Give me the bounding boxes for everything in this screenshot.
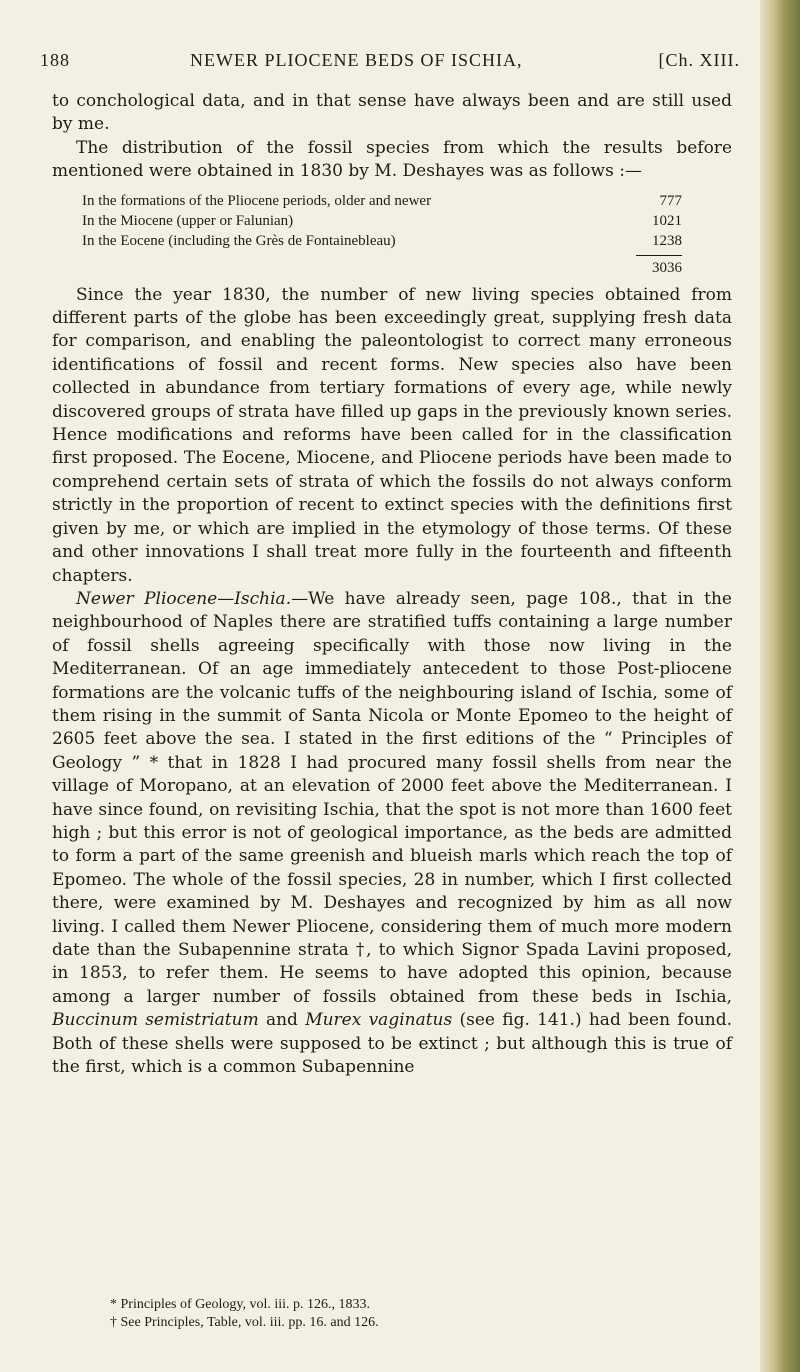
conjunction: and [258, 1010, 306, 1031]
species-distribution-table [82, 191, 682, 278]
paragraph-text: —We have already seen, page 108., that in the neighbourhood of Naples there are stratified tuffs containing a large number of fossil shells agreeing specifically with those now living in the Mediterranean. Of an age immediately antecedent to those Post-pliocene formations are the volcanic tuffs of the neighbouring island of Ischia, some of them rising in the summit of Santa Nicola or Monte Epomeo to the height of 2605 feet above the sea. I stated in the first editions of the “ Principles of Geology ” * that in 1828 I had procured many fossil shells from near the village of Moropano, at an elevation of 2000 feet above the Mediterranean. I have since found, on revisiting Ischia, that the spot is not more than 1600 feet high ; but this error is not of geological importance, as the beds are admitted to form a part of the same greenish and blueish marls which reach the top of Epomeo. The whole of the fossil species, 28 in number, which I first collected there, were examined by M. Deshayes and recognized by him as all now living. I called them Newer Pliocene, considering them of much more modern date than the Subapennine strata †, to which Signor Spada Lavini proposed, in 1853, to refer them. He seems to have adopted this opinion, because among a larger number of fossils obtained from these beds in Ischia, [52, 588, 732, 1007]
row-label: In the Eocene (including the Grès de Fontainebleau) [82, 232, 396, 249]
row-value: 1238 [652, 232, 682, 249]
sum-rule [636, 255, 682, 256]
page-number: 188 [40, 50, 70, 70]
table-row [82, 211, 682, 231]
footnote: † See Principles, Table, vol. iii. pp. 16. and 126. [110, 1315, 379, 1330]
body-text [52, 90, 732, 1079]
running-title: NEWER PLIOCENE BEDS OF ISCHIA, [190, 50, 523, 70]
section-heading: Newer Pliocene—Ischia. [76, 588, 292, 609]
paragraph-text: (see fig. 141.) had been found. Both of these shells were supposed to be extinct ; but although this is true of the first, which is a common Subapennine [52, 1010, 733, 1078]
running-header [40, 50, 740, 80]
page-edge [760, 0, 800, 1372]
table-row [82, 231, 682, 251]
intro-paragraph: to conchological data, and in that sense have always been and are still used by me. [52, 91, 732, 135]
footnotes [110, 1296, 710, 1332]
paragraph-since-1830: Since the year 1830, the number of new living species obtained from different parts of the globe has been exceedingly great, supplying fresh data for comparison, and enabling the paleontologist to correct many erroneous identifications of fossil and recent forms. New species also have been collected in abundance from tertiary formations of every age, while newly discovered groups of strata have filled up gaps in the previously known series. Hence modifications and reforms have been called for in the classification first proposed. The Eocene, Miocene, and Pliocene periods have been made to comprehend certain sets of strata of which the fossils do not always conform strictly in the proportion of recent to extinct species with the definitions first given by me, or which are implied in the etymology of those terms. Of these and other innovations I shall treat more fully in the fourteenth and fifteenth chapters. [52, 284, 732, 586]
species-name: Murex vaginatus [305, 1010, 453, 1031]
row-value: 777 [659, 192, 682, 209]
distribution-sentence: The distribution of the fossil species from which the results before mentioned were obtained in 1830 by M. Deshayes was as follows :— [52, 137, 732, 182]
table-row [82, 191, 682, 211]
chapter-label: [Ch. XIII. [658, 50, 740, 70]
paragraph-newer-pliocene [52, 588, 732, 1080]
row-label: In the formations of the Pliocene periods, older and newer [82, 192, 432, 209]
footnote: * Principles of Geology, vol. iii. p. 126., 1833. [110, 1297, 371, 1312]
row-value: 1021 [652, 212, 682, 229]
species-name: Buccinum semistriatum [52, 1010, 259, 1031]
row-label: In the Miocene (upper or Falunian) [82, 212, 294, 229]
table-total: 3036 [652, 259, 682, 276]
